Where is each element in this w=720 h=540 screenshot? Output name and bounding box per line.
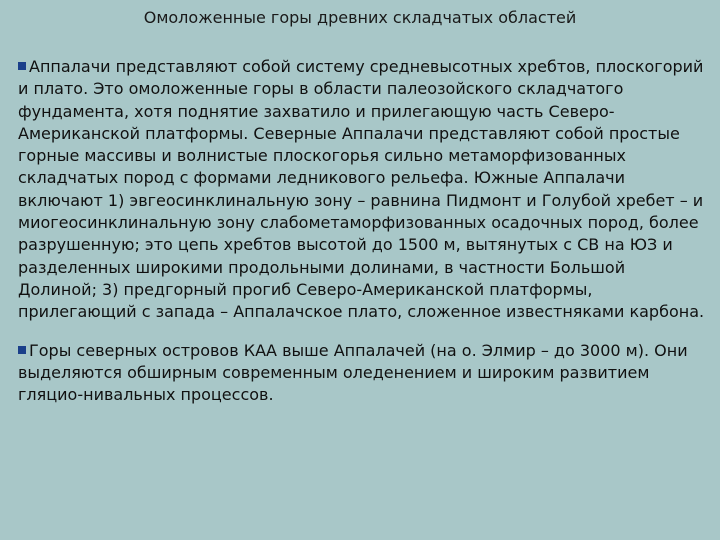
square-bullet-icon	[18, 62, 26, 70]
bullet-text-appalachians: Аппалачи представляют собой систему средневысотных хребтов, плоскогорий и плато. Это омоложенные горы в области палеозойского складчатого фундамента, хотя поднятие захватило и прилегающую часть Северо-Американской платформы. Северные Аппалачи представляют собой простые горные массивы и волнистые плоскогорья сильно метаморфизованных складчатых пород с формами ледникового рельефа. Южные Аппалачи включают 1) эвгеосинклинальную зону – равнина Пидмонт и Голубой хребет – и миогеосинклинальную зону слабометаморфизованных осадочных пород, более разрушенную; это цепь хребтов высотой до 1500 м, вытянутых с СВ на ЮЗ и разделенных широкими продольными долинами, в частности Большой Долиной; 3) предгорный прогиб Северо-Американской платформы, прилегающий с запада – Аппалачское плато, сложенное известняками карбона.	[18, 57, 705, 322]
slide-title: Омоложенные горы древних складчатых областей	[143, 8, 577, 27]
slide-content	[18, 56, 708, 422]
bullet-paragraph-northern-islands	[18, 340, 708, 407]
bullet-text-northern-islands: Горы северных островов КАА выше Аппалачей (на о. Элмир – до 3000 м). Они выделяются обширным современным оледенением и широким развитием гляцио-нивальных процессов.	[18, 340, 688, 405]
square-bullet-icon	[18, 346, 26, 354]
bullet-paragraph-appalachians	[18, 56, 708, 324]
